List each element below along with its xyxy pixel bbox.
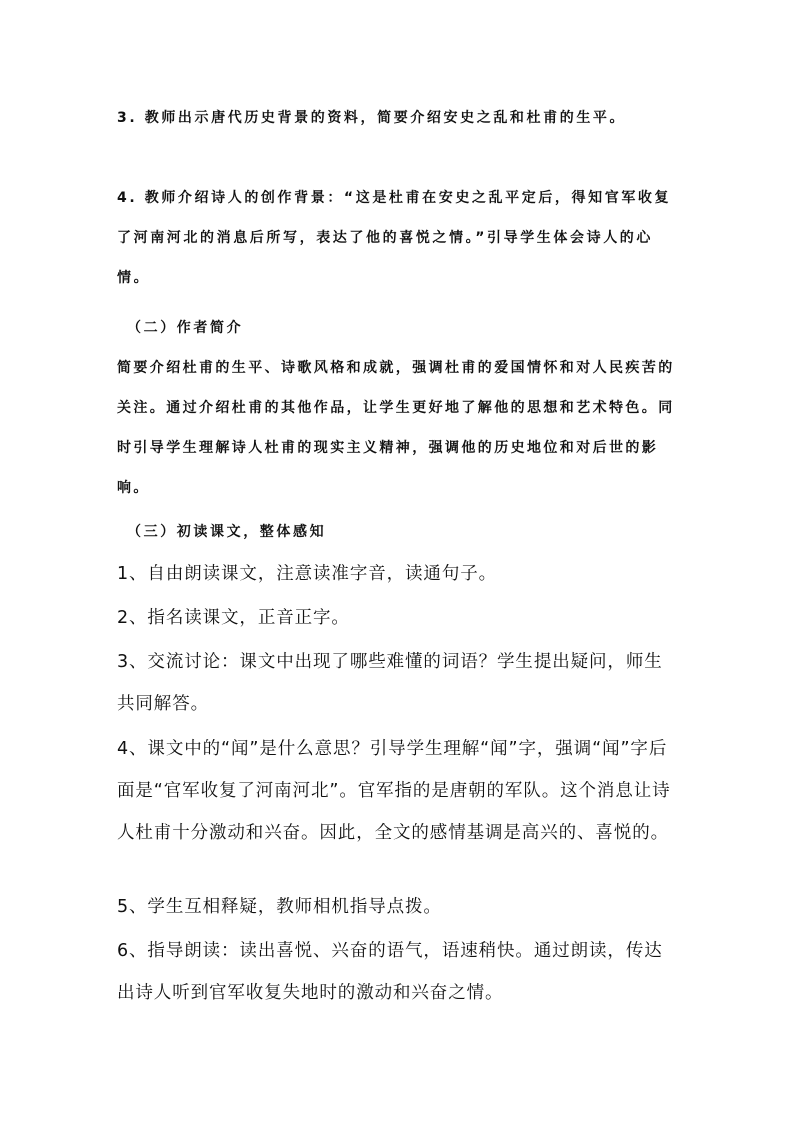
list-item-5: 5、学生互相释疑，教师相机指导点拨。 <box>117 897 442 917</box>
author-intro-paragraph: 简要介绍杜甫的生平、诗歌风格和成就，强调杜甫的爱国情怀和对人民疾苦的关注。通过介绍杜甫的其他作品，让学生更好地了解他的思想和艺术特色。同时引导学生理解诗人杜甫的现实主义精神，强调他的历史地位和对后世的影响。 <box>117 360 675 496</box>
list-item-1: 1、自由朗读课文，注意读准字音，读通句子。 <box>117 564 498 584</box>
list-item-3: 3、交流讨论：课文中出现了哪些难懂的词语？学生提出疑问，师生共同解答。 <box>117 652 663 714</box>
list-item-6: 6、指导朗读：读出喜悦、兴奋的语气，语速稍快。通过朗读，传达出诗人听到官军收复失地时的激动和兴奋之情。 <box>117 941 663 1003</box>
section-heading-author: （二）作者简介 <box>127 320 244 336</box>
section-heading-first-reading: （三）初读课文，整体感知 <box>127 524 327 540</box>
list-item-2: 2、指名读课文，正音正字。 <box>117 608 350 628</box>
paragraph-4: 4. 教师介绍诗人的创作背景：“这是杜甫在安史之乱平定后，得知官军收复了河南河北的消息后所写，表达了他的喜悦之情。”引导学生体会诗人的心情。 <box>117 190 672 286</box>
list-item-4: 4、课文中的“闻”是什么意思？引导学生理解“闻”字，强调“闻”字后面是“官军收复了河南河北”。官军指的是唐朝的军队。这个消息让诗人杜甫十分激动和兴奋。因此，全文的感情基调是高兴的、喜悦的。 <box>117 739 671 843</box>
paragraph-3: 3. 教师出示唐代历史背景的资料，简要介绍安史之乱和杜甫的生平。 <box>117 110 627 126</box>
